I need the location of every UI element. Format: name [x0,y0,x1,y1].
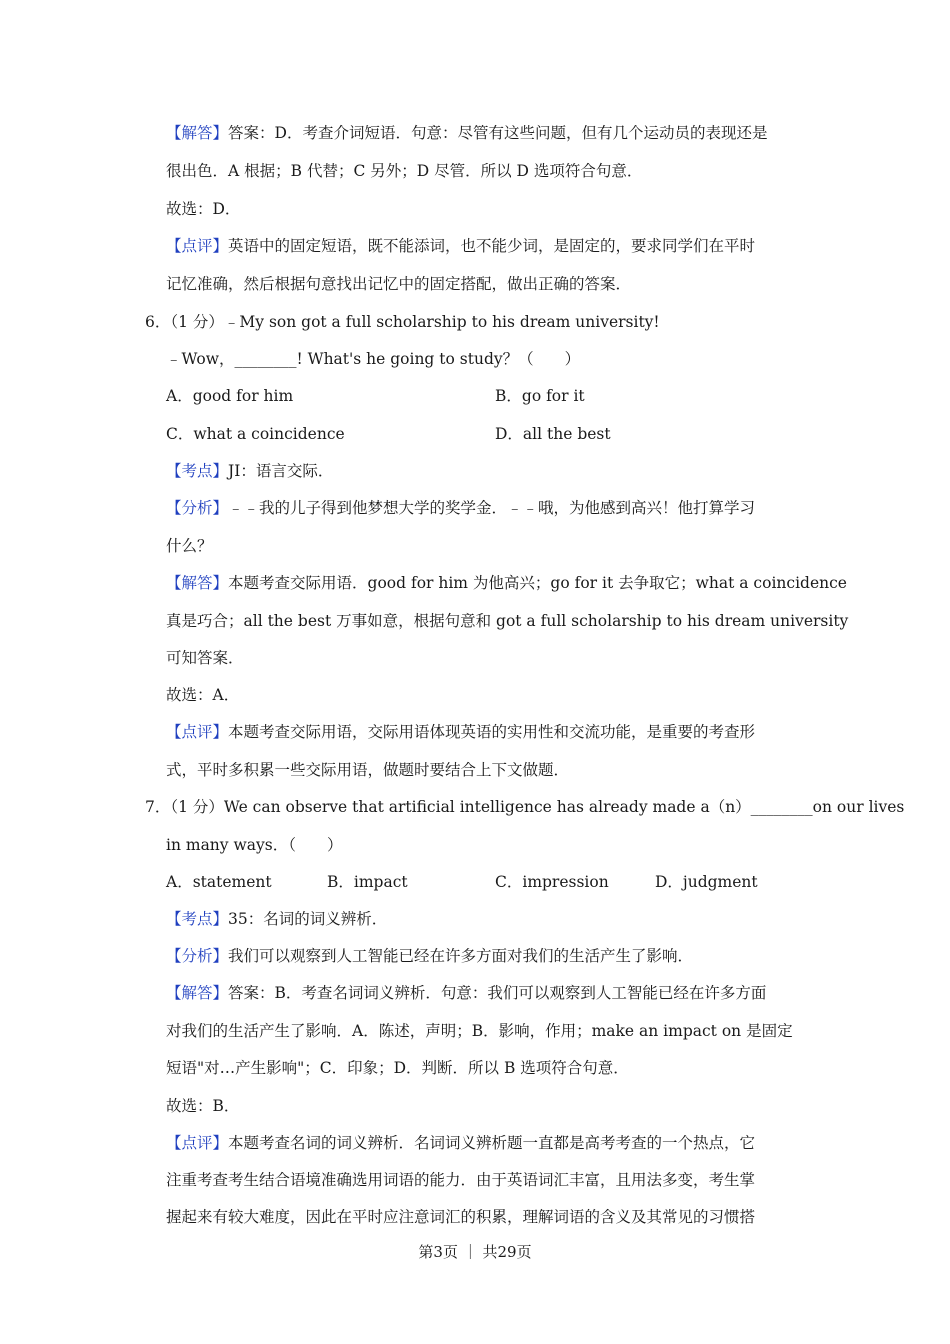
point-tag: 【考点】 [166,910,229,928]
comment-tag: 【点评】 [166,237,229,255]
q7-stem-line2: in many ways．（ ） [166,836,343,854]
q7-answer-line3: 短语"对…产生影响"；C．印象；D．判断．所以 B 选项符合句意． [166,1059,629,1077]
q6-option-d: D．all the best [495,425,611,443]
q7-answer-line2: 对我们的生活产生了影响．A．陈述，声明；B．影响，作用；make an impact on 是固定 [166,1022,793,1040]
q6-option-c: C．what a coincidence [166,425,345,443]
q6-analysis-line1: 【分析】﹣﹣我的儿子得到他梦想大学的奖学金．﹣﹣哦，为他感到高兴！他打算学习 [166,499,756,517]
q6-point: 【考点】JI：语言交际． [166,462,334,480]
analysis-tag: 【分析】 [166,947,229,965]
q6-answer-line3: 可知答案． [166,649,244,667]
q7-analysis: 【分析】我们可以观察到人工智能已经在许多方面对我们的生活产生了影响． [166,947,694,965]
comment-tag: 【点评】 [166,1134,229,1152]
q6-answer-line1: 【解答】本题考查交际用语．good for him 为他高兴；go for it 去争取它；what a coincidence [166,574,847,592]
answer-tag: 【解答】 [166,124,229,142]
q6-option-a: A．good for him [166,387,294,405]
q7-option-a: A．statement [166,873,272,891]
q6-answer-line2: 真是巧合；all the best 万事如意，根据句意和 got a full scholarship to his dream university [166,612,849,630]
q6-stem-line2: ﹣Wow，________! What's he going to study？（ ） [166,350,581,368]
q7-choice: 故选：B． [166,1097,240,1115]
point-tag: 【考点】 [166,462,229,480]
q5-answer-line1: 【解答】答案：D．考查介词短语．句意：尽管有这些问题，但有几个运动员的表现还是 [166,124,768,142]
q7-option-d: D．judgment [655,873,758,891]
q7-answer-line1: 【解答】答案：B．考查名词词义辨析．句意：我们可以观察到人工智能已经在许多方面 [166,984,767,1002]
q6-choice: 故选：A． [166,686,240,704]
q7-comment-line3: 握起来有较大难度，因此在平时应注意词汇的积累，理解词语的含义及其常见的习惯搭 [166,1208,756,1226]
q6-stem-line1: 6．（1 分）﹣My son got a full scholarship to his dream university! [145,313,660,331]
analysis-tag: 【分析】 [166,499,229,517]
q7-option-c: C．impression [495,873,609,891]
q6-analysis-line2: 什么？ [166,537,213,555]
q7-option-b: B．impact [327,873,408,891]
q7-comment-line1: 【点评】本题考查名词的词义辨析．名词词义辨析题一直都是高考考查的一个热点，它 [166,1134,756,1152]
q5-comment-line2: 记忆准确，然后根据句意找出记忆中的固定搭配，做出正确的答案． [166,275,632,293]
q6-option-b: B．go for it [495,387,585,405]
page-footer: 第3页 ｜ 共29页 [418,1243,532,1261]
comment-tag: 【点评】 [166,723,229,741]
q5-comment-line1: 【点评】英语中的固定短语，既不能添词，也不能少词，是固定的，要求同学们在平时 [166,237,756,255]
q5-answer-line2: 很出色．A 根据；B 代替；C 另外；D 尽管．所以 D 选项符合句意． [166,162,643,180]
q6-comment-line2: 式，平时多积累一些交际用语，做题时要结合上下文做题． [166,761,570,779]
answer-tag: 【解答】 [166,984,229,1002]
q7-point: 【考点】35：名词的词义辨析． [166,910,388,928]
q7-stem-line1: 7．（1 分）We can observe that artificial intelligence has already made a（n）________on our lives [145,798,905,816]
q6-comment-line1: 【点评】本题考查交际用语，交际用语体现英语的实用性和交流功能，是重要的考查形 [166,723,756,741]
q7-comment-line2: 注重考查考生结合语境准确选用词语的能力．由于英语词汇丰富，且用法多变，考生掌 [166,1171,756,1189]
answer-tag: 【解答】 [166,574,229,592]
q5-choice: 故选：D． [166,200,241,218]
